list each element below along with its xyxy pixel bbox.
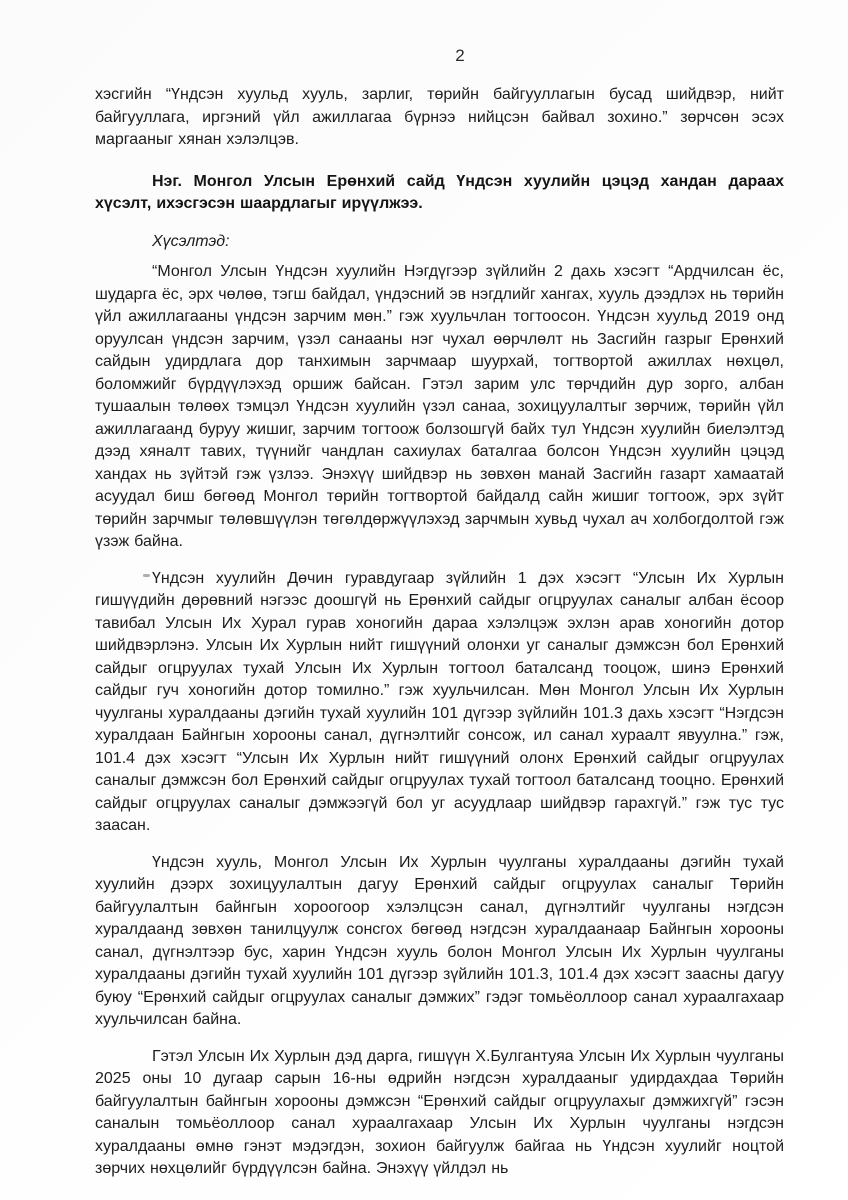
body-paragraph: Үндсэн хууль, Монгол Улсын Их Хурлын чуулганы хуралдааны дэгийн тухай хуулийн дээрх зохицуулалтын дагуу Ерөнхий сайдыг огцруулах саналыг Төрийн байгуулалтын байнгын хороогоор хэлэлцсэн санал, дүгнэлтийг чуулганы нэгдсэн хуралдаанд зөвхөн танилцуулж сонсгох бөгөөд нэгдсэн хуралдаанаар Байнгын хорооны санал, дүгнэлтээр бус, харин Үндсэн хууль болон Монгол Улсын Их Хурлын чуулганы хуралдааны дэгийн тухай хуулийн 101 дүгээр зүйлийн 101.3, 101.4 дэх хэсэгт заасны дагуу буюу “Ерөнхий сайдыг огцруулах саналыг дэмжих” гэдэг томьёоллоор санал хураалгахаар хуульчилсан байна. [95, 853, 784, 1028]
continuation-paragraph: хэсгийн “Үндсэн хуульд хууль, зарлиг, төрийн байгууллагын бусад шийдвэр, нийт байгууллага, иргэний үйл ажиллагаа бүрнээ нийцсэн байвал зохино.” зөрчсөн эсэх маргааныг хянан хэлэлцэв. [95, 86, 784, 148]
body-paragraph: Гэтэл Улсын Их Хурлын дэд дарга, гишүүн Х.Булгантуяа Улсын Их Хурлын чуулганы 2025 оны 10 дугаар сарын 16-ны өдрийн нэгдсэн хуралдааныг удирдахдаа Төрийн байгуулалтын байнгын хорооны дэмжсэн “Ерөнхий сайдыг огцруулахыг дэмжихгүй” гэсэн саналын томьёоллоор санал хураалгахаар Улсын Их Хурлын чуулганы нэгдсэн хуралдааны өмнө гэнэт мэдэгдэн, зохион байгуулж байгаа нь Үндсэн хуулийг ноцтой зөрчих нөхцөлийг бүрдүүлсэн байна. Энэхүү үйлдэл нь [95, 1047, 784, 1177]
body-paragraph: “Монгол Улсын Үндсэн хуулийн Нэгдүгээр зүйлийн 2 дахь хэсэгт “Ардчилсан ёс, шударга ёс, эрх чөлөө, тэгш байдал, үндэсний эв нэгдлийг хангах, хууль дээдлэх нь төрийн үйл ажиллагааны үндсэн зарчим мөн.” гэж хуульчлан тогтоосон. Үндсэн хуульд 2019 онд оруулсан үндсэн зарчим, үзэл санааны нэг чухал өөрчлөлт нь Засгийн газрыг Ерөнхий сайдын удирдлага дор танхимын зарчмаар шуурхай, тогтвортой ажиллах нөхцөл, боломжийг бүрдүүлэхэд оршиж байсан. Гэтэл зарим улс төрчдийн дур зорго, албан тушаалын төлөөх тэмцэл Үндсэн хуулийн үзэл санаа, зохицуулалтыг зөрчиж, төрийн үйл ажиллагаанд буруу жишиг, зарчим тогтоож болзошгүй байх тул Үндсэн хуулийн биелэлтэд дээд хяналт тавих, түүнийг чандлан сахиулах баталгаа болсон Үндсэн хуулийн цэцэд хандах нь зүйтэй гэж үзлээ. Энэхүү шийдвэр нь зөвхөн манай Засгийн газарт хамаатай асуудал биш бөгөөд Монгол төрийн тогтвортой байдалд сайн жишиг тогтоож, эрх зүйт төрийн зарчмыг төлөвшүүлэн төгөлдөржүүлэхэд зарчмын хувьд чухал ач холбогдолтой гэж үзэж байна. [95, 263, 784, 550]
document-body [95, 84, 784, 1195]
section-heading: Нэг. Монгол Улсын Ерөнхий сайд Үндсэн хуулийн цэцэд хандан дараах хүсэлт, ихэсгэсэн шаардлагыг ирүүлжээ. [95, 172, 784, 212]
request-label: Хүсэлтэд: [152, 232, 230, 250]
body-paragraph: Үндсэн хуулийн Дөчин гуравдугаар зүйлийн 1 дэх хэсэгт “Улсын Их Хурлын гишүүдийн дөрөвний нэгээс доошгүй нь Ерөнхий сайдыг огцруулах саналыг албан ёсоор тавибал Улсын Их Хурал гурав хоногийн дараа хэлэлцэж эхлэн арав хоногийн дотор шийдвэрлэнэ. Улсын Их Хурлын нийт гишүүний олонхи уг саналыг дэмжсэн бол Ерөнхий сайдыг огцруулах тухай Улсын Их Хурлын тогтоол баталсанд тооцож, шинэ Ерөнхий сайдыг гуч хоногийн дотор томилно.” гэж хуульчилсан. Мөн Монгол Улсын Их Хурлын чуулганы хуралдааны дэгийн тухай хуулийн 101 дүгээр зүйлийн 101.3 дахь хэсэгт “Нэгдсэн хуралдаан Байнгын хорооны санал, дүгнэлтийг сонсож, ил санал хураалт явуулна.” гэж, 101.4 дэх хэсэгт “Улсын Их Хурлын нийт гишүүний олонх Ерөнхий сайдыг огцруулах саналыг дэмжсэн бол Ерөнхий сайдыг огцруулах тухай тогтоол баталсанд тооцно. Ерөнхий сайдыг огцруулах саналыг дэмжээгүй бол уг асуудлаар шийдвэр гарахгүй.” гэж тус тус заасан. [95, 569, 784, 834]
page-number: 2 [455, 46, 465, 65]
